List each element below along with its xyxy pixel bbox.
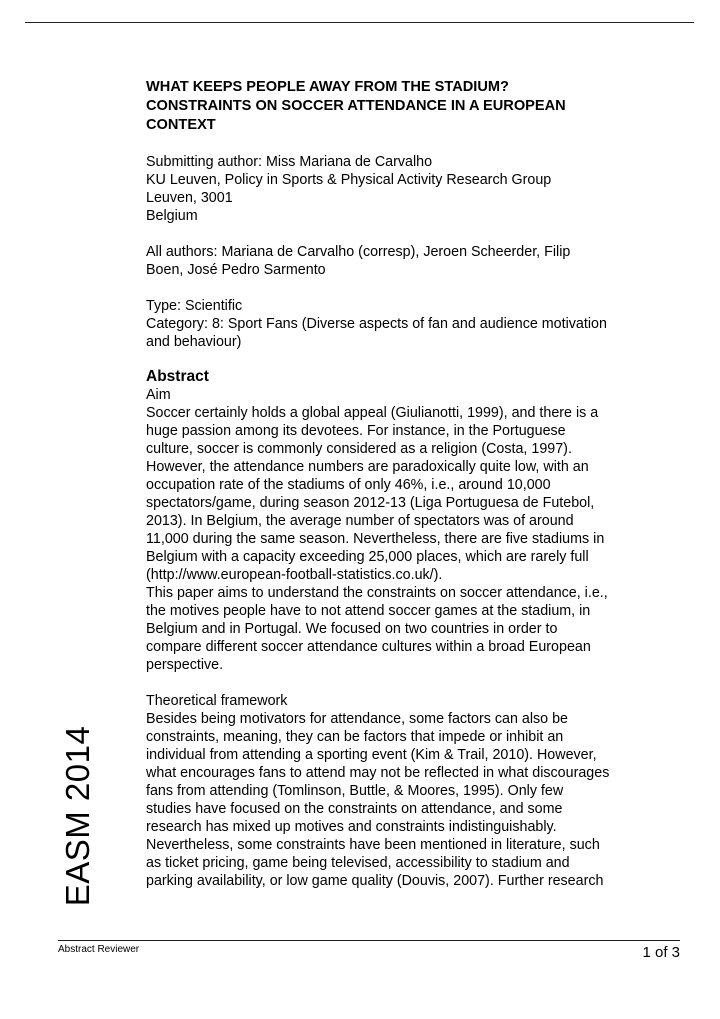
document-title xyxy=(146,78,666,135)
paragraph-spacer xyxy=(146,674,666,692)
framework-line: Besides being motivators for attendance, some factors can also be xyxy=(146,711,568,727)
aim-line: culture, soccer is commonly considered as a religion (Costa, 1997). xyxy=(146,441,572,457)
footer-reviewer-label: Abstract Reviewer xyxy=(58,944,140,955)
framework-heading: Theoretical framework xyxy=(146,693,288,709)
framework-line: research has mixed up motives and constraints indistinguishably. xyxy=(146,819,557,835)
framework-paragraph xyxy=(146,710,666,890)
framework-line: studies have focused on the constraints on attendance, and some xyxy=(146,801,563,817)
authors-line: Boen, José Pedro Sarmento xyxy=(146,262,326,278)
type-line: Type: Scientific xyxy=(146,298,243,314)
framework-line: Nevertheless, some constraints have been mentioned in literature, such xyxy=(146,837,600,853)
all-authors-block xyxy=(146,243,666,279)
top-divider xyxy=(25,22,694,23)
category-line: and behaviour) xyxy=(146,334,242,350)
title-line: WHAT KEEPS PEOPLE AWAY FROM THE STADIUM? xyxy=(146,79,509,95)
document-body xyxy=(146,78,666,890)
aim-line: the motives people have to not attend soccer games at the stadium, in xyxy=(146,603,591,619)
title-line: CONSTRAINTS ON SOCCER ATTENDANCE IN A EUROPEAN xyxy=(146,98,566,114)
submitting-author-block xyxy=(146,153,666,225)
aim-line: perspective. xyxy=(146,657,224,673)
aim-line: 11,000 during the same season. Nevertheless, there are five stadiums in xyxy=(146,531,605,547)
conference-side-label: EASM 2014 xyxy=(59,725,96,907)
framework-line: parking availability, or low game quality (Douvis, 2007). Further research xyxy=(146,873,604,889)
aim-line: Belgium with a capacity exceeding 25,000 places, which are rarely full xyxy=(146,549,589,565)
aim-heading: Aim xyxy=(146,387,171,403)
submitting-author: Submitting author: Miss Mariana de Carvalho xyxy=(146,154,433,170)
framework-line: constraints, meaning, they can be factors that impede or inhibit an xyxy=(146,729,564,745)
framework-line: as ticket pricing, game being televised, accessibility to stadium and xyxy=(146,855,570,871)
city: Leuven, 3001 xyxy=(146,190,233,206)
aim-line: occupation rate of the stadiums of only 46%, i.e., around 10,000 xyxy=(146,477,551,493)
page-number: 1 of 3 xyxy=(642,944,680,961)
framework-line: fans from attending (Tomlinson, Buttle, & Moores, 1995). Only few xyxy=(146,783,564,799)
aim-line: This paper aims to understand the constraints on soccer attendance, i.e., xyxy=(146,585,608,601)
country: Belgium xyxy=(146,208,198,224)
category-line: Category: 8: Sport Fans (Diverse aspects of fan and audience motivation xyxy=(146,316,607,332)
title-line: CONTEXT xyxy=(146,117,216,133)
framework-line: individual from attending a sporting event (Kim & Trail, 2010). However, xyxy=(146,747,597,763)
footer-divider xyxy=(58,940,680,941)
affiliation: KU Leuven, Policy in Sports & Physical Activity Research Group xyxy=(146,172,552,188)
framework-line: what encourages fans to attend may not be reflected in what discourages xyxy=(146,765,610,781)
type-category-block xyxy=(146,297,666,351)
aim-paragraph xyxy=(146,404,666,674)
aim-line: Soccer certainly holds a global appeal (Giulianotti, 1999), and there is a xyxy=(146,405,599,421)
aim-line: 2013). In Belgium, the average number of spectators was of around xyxy=(146,513,574,529)
aim-line: Belgium and in Portugal. We focused on two countries in order to xyxy=(146,621,558,637)
authors-line: All authors: Mariana de Carvalho (corresp), Jeroen Scheerder, Filip xyxy=(146,244,571,260)
aim-line: However, the attendance numbers are paradoxically quite low, with an xyxy=(146,459,589,475)
aim-line: huge passion among its devotees. For instance, in the Portuguese xyxy=(146,423,566,439)
aim-line: spectators/game, during season 2012-13 (Liga Portuguesa de Futebol, xyxy=(146,495,595,511)
url-line: (http://www.european-football-statistics.co.uk/). xyxy=(146,567,443,583)
abstract-heading: Abstract xyxy=(146,368,209,385)
aim-line: compare different soccer attendance cultures within a broad European xyxy=(146,639,591,655)
